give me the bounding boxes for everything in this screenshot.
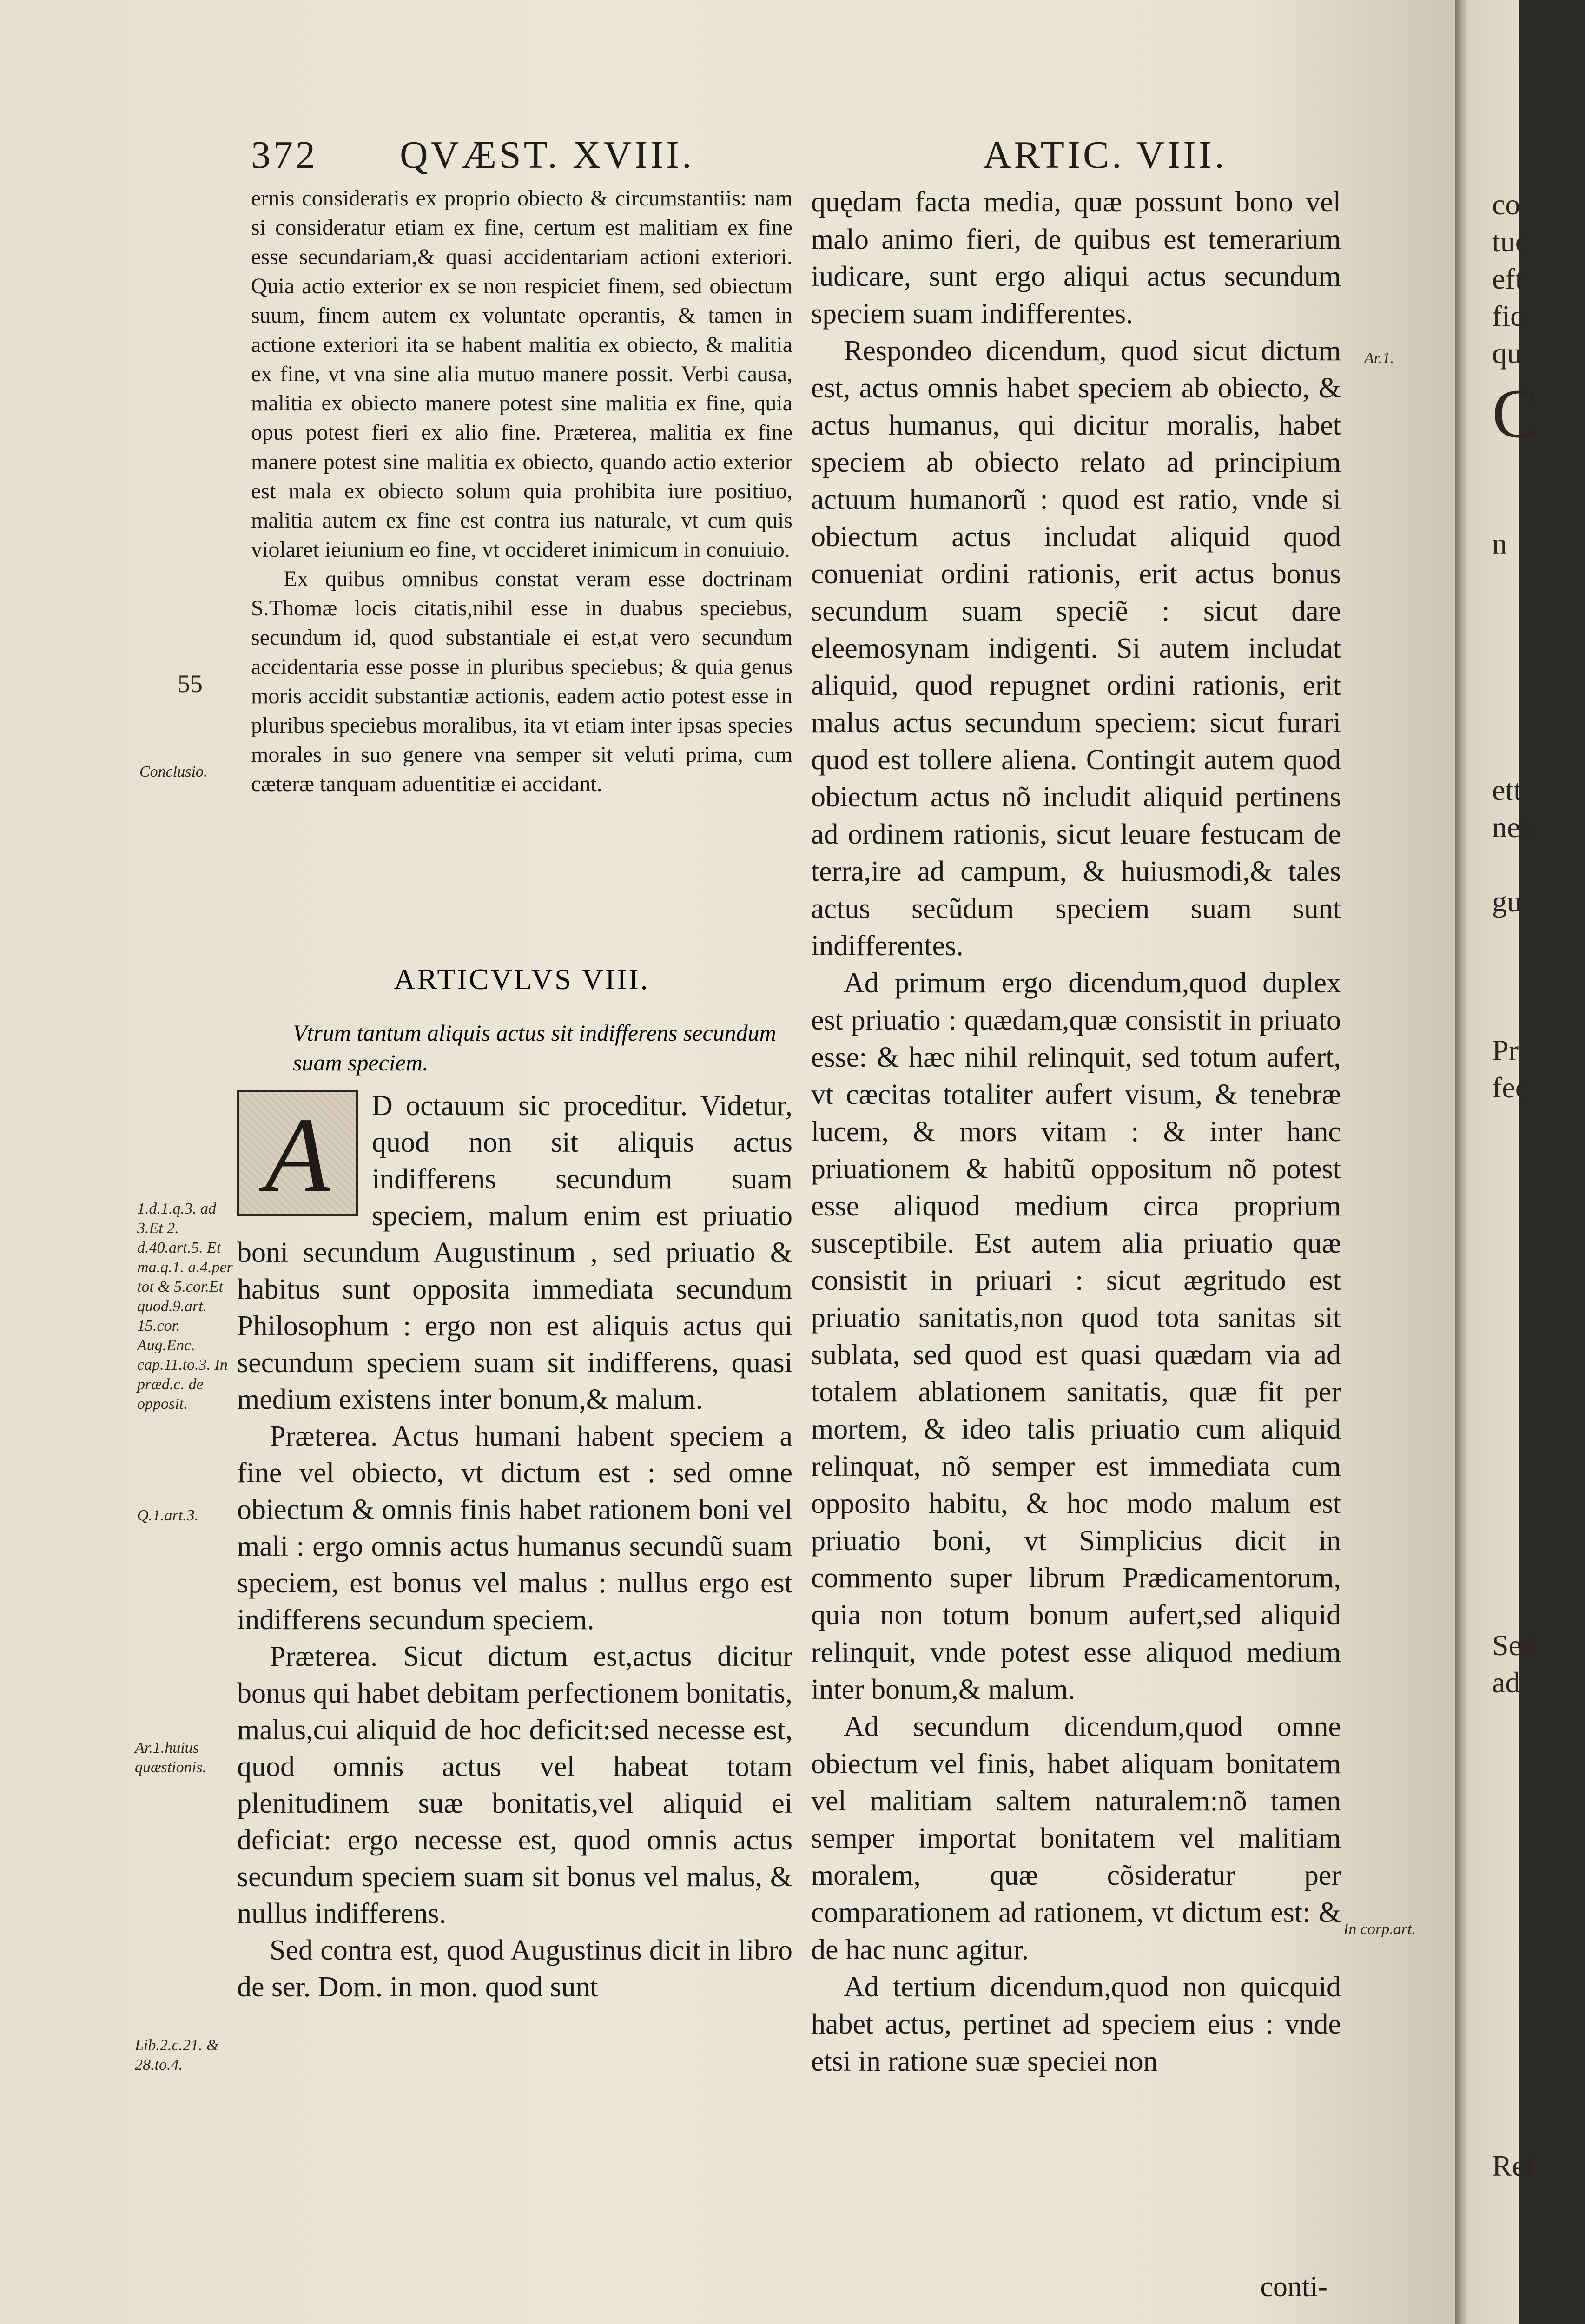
next-page-fragment: Ref (1492, 2149, 1535, 2182)
next-page-fragment: ad (1492, 1666, 1520, 1699)
next-page-edge (1455, 0, 1539, 2324)
page-number: 372 (251, 133, 318, 177)
next-page-fragment: C (1492, 375, 1539, 452)
paragraph: Sed contra est, quod Augustinus dicit in libro de ser. Dom. in mon. quod sunt (237, 1934, 792, 2003)
paragraph: Præterea. Sicut dictum est,actus dicitur bonus qui habet debitam perfectionem bonitatis, malus,cui aliquid de hoc deficit:sed necesse est, quod omnis actus vel habeat totam plenitudinem suæ bonitatis,vel aliquid ei deficiat: ergo necesse est, quod omnis actus secundum speciem suam sit bonus vel malus, & nullus indifferens. (237, 1641, 792, 1929)
paragraph: D octauum sic proceditur. Videtur, quod non sit aliquis actus indifferens secundum suam speciem, malum enim est priuatio boni secundum Augustinum , sed priuatio & habitus sunt opposita immediata secundum Philosophum : ergo non est aliquis actus qui secundum speciem suam sit indifferens, quasi medium existens inter bonum,& malum. (237, 1090, 792, 1415)
paragraph: Respondeo dicendum, quod sicut dictum est, actus omnis habet speciem ab obiecto, & actus humanus, qui dicitur moralis, habet speciem ab obiecto relato ad principium actuum humanorũ : quod est ratio, vnde si obiectum actus includat aliquid quod conueniat ordini rationis, erit actus bonus secundum suam speciẽ : sicut dare eleemosynam indigenti. Si autem includat aliquid, quod repugnet ordini rationis, erit malus actus secundum speciem: sicut furari quod est tollere aliena. Contingit autem quod obiectum actus nõ includit aliquid pertinens ad ordinem rationis, sicut leuare festucam de terra,ire ad campum, & huiusmodi,& tales actus secũdum speciem suam sunt indifferentes. (811, 335, 1341, 962)
margin-note-refs: Q.1.art.3. (137, 1507, 199, 1524)
article-question: Vtrum tantum aliquis actus sit indifferens secundum suam speciem. (293, 1020, 776, 1076)
paragraph: Ex quibus omnibus constat veram esse doctrinam S.Thomæ locis citatis,nihil esse in duabus speciebus, secundum id, quod substantiale ei est,at vero secundum accidentaria esse posse in pluribus speciebus; & quia genus moris accidit substantiæ actionis, eadem actio potest esse in pluribus speciebus moralibus, ita vt etiam inter ipsas species morales in suo genere vna semper sit veluti prima, cum cæteræ tanquam aduentitiæ ei accidant. (251, 567, 792, 796)
next-page-fragment: Pr (1492, 1034, 1519, 1067)
margin-note-right: In corp.art. (1343, 1921, 1416, 1938)
paragraph: Præterea. Actus humani habent speciem a fine vel obiecto, vt dictum est : sed omne obiectum & omnis finis habet rationem boni vel mali : ergo omnis actus humanus secundũ suam speciem, est bonus vel malus : nullus ergo est indifferens secundum speciem. (237, 1420, 792, 1636)
margin-note-refs: Lib.2.c.21. & 28.to.4. (135, 2037, 219, 2073)
next-page-fragment: n (1492, 527, 1507, 560)
paragraph: ernis consideratis ex proprio obiecto & circumstantiis: nam si consideratur etiam ex fine, certum est malitiam ex fine esse secundariam,& quasi accidentariam actioni exteriori. Quia actio exterior ex se non respiciet finem, sed obiectum suum, finem autem ex voluntate operantis, & tamen in actione exteriori ita se habent malitia ex obiecto, & malitia ex fine, vt vna sine alia mutuo manere possit. Verbi causa, malitia ex obiecto manere potest sine malitia ex fine, quia opus potest fieri ex alio fine. Præterea, malitia ex fine manere potest sine malitia ex obiecto, quando actio exterior est mala ex obiecto solum quia prohibita iure positiuo, malitia autem ex fine est contra ius naturale, vt cum quis violaret ieiunium eo fine, vt occideret inimicum in conuiuio. (251, 186, 792, 562)
margin-note-conclusio: Conclusio. (139, 763, 208, 780)
margin-note-refs: Ar.1.huius quæstionis. (135, 1739, 206, 1776)
next-page-fragment: eft (1492, 262, 1524, 295)
paragraph: Ad primum ergo dicendum,quod duplex est priuatio : quædam,quæ consistit in priuato esse: & hæc nihil relinquit, sed totum aufert, vt cæcitas totaliter aufert visum, & tenebræ lucem, & mors vitam : & inter hanc priuationem & habitũ oppositum nõ potest esse aliquod medium circa proprium susceptibile. Est autem alia priuatio quæ consistit in priuari : sicut ægritudo est priuatio sanitatis,non quod tota sanitas sit sublata, sed quod est quasi quædam via ad totalem ablationem sanitatis, quæ fit per mortem, & ideo talis priuatio cum aliquid relinquat, nõ semper est immediata cum opposito habitu, & hoc modo malum est priuatio boni, vt Simplicius dicit in commento super librum Prædicamentorum, quia non totum bonum aufert,sed aliquid relinquit, vnde potest esse aliquod medium inter bonum,& malum. (811, 967, 1341, 1705)
next-page-fragment: gu (1492, 885, 1522, 918)
margin-note-right: Ar.1. (1364, 350, 1394, 367)
next-page-fragment: ett (1492, 773, 1522, 806)
running-head-right: ARTIC. VIII. (983, 133, 1228, 177)
drop-cap-ornament (237, 1090, 358, 1216)
left-column-body (237, 1088, 792, 2006)
next-page-fragment: co (1492, 188, 1520, 221)
next-page-fragment: fic (1492, 299, 1524, 332)
left-column-top (251, 184, 792, 799)
drop-cap-letter: A (264, 1096, 330, 1214)
right-column (811, 184, 1341, 2080)
next-page-fragment: qu (1492, 337, 1522, 370)
margin-number: 55 (178, 670, 203, 698)
paragraph: Ad tertium dicendum,quod non quicquid habet actus, pertinet ad speciem eius : vnde etsi in ratione suæ speciei non (811, 1971, 1341, 2077)
next-page-fragment: Sed (1492, 1629, 1537, 1662)
catchword: conti- (1260, 2271, 1327, 2303)
next-page-fragment: tuc (1492, 225, 1529, 258)
next-page-fragment: fec (1492, 1071, 1529, 1104)
margin-note-refs: 1.d.1.q.3. ad 3.Et 2. d.40.art.5. Et ma.q.1. a.4.per tot & 5.cor.Et quod.9.art. 15.cor. Aug.Enc. cap.11.to.3. In præd.c. de opposit. (137, 1200, 233, 1413)
running-head-left: QVÆST. XVIII. (400, 133, 695, 177)
paragraph: Ad secundum dicendum,quod omne obiectum vel finis, habet aliquam bonitatem vel malitiam saltem naturalem:nõ tamen semper importat bonitatem vel malitiam moralem, quæ cõsideratur per comparationem ad rationem, vt dictum est: & de hac nunc agitur. (811, 1711, 1341, 1966)
article-heading: ARTICVLVS VIII. (394, 963, 650, 996)
next-page-fragment: nes (1492, 811, 1532, 844)
paragraph: quędam facta media, quæ possunt bono vel malo animo fieri, de quibus est temerarium iudicare, sunt ergo aliqui actus secundum speciem suam indifferentes. (811, 186, 1341, 330)
